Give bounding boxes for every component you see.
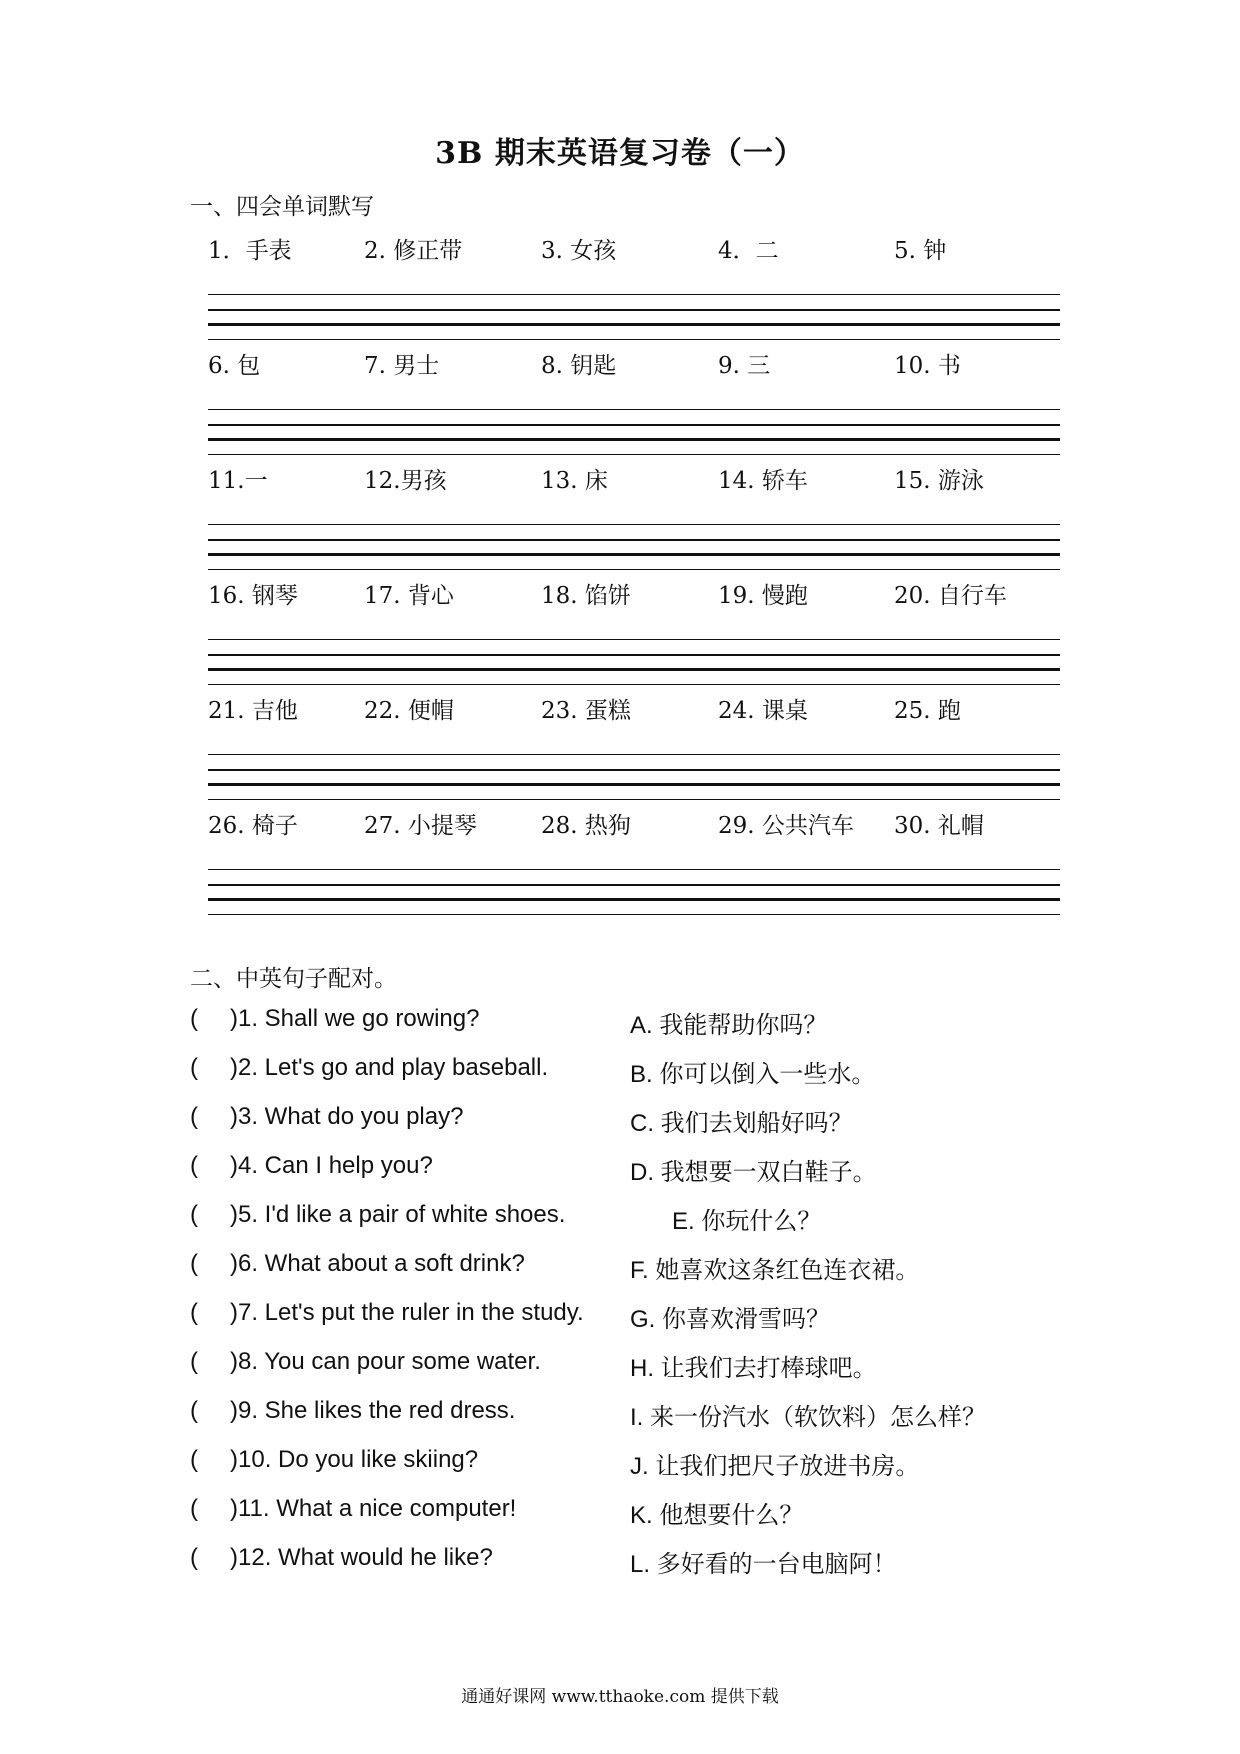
chinese-sentence: C. 我们去划船好吗？ <box>630 1110 853 1137</box>
word-prompt: 11.一 <box>208 468 268 494</box>
word-row <box>208 692 1060 807</box>
word-prompt: 7. 男士 <box>364 353 440 379</box>
english-sentence: )6. What about a soft drink? <box>230 1250 525 1277</box>
answer-blank[interactable]: ( <box>190 1495 198 1522</box>
answer-blank[interactable]: ( <box>190 1397 198 1424</box>
chinese-sentence: F. 她喜欢这条红色连衣裙。 <box>630 1257 920 1284</box>
word-prompt: 29. 公共汽车 <box>718 813 854 839</box>
writing-line <box>208 424 1060 426</box>
word-prompt: 5. 钟 <box>894 238 947 264</box>
writing-line <box>208 309 1060 311</box>
writing-line <box>208 684 1060 685</box>
writing-line <box>208 884 1060 886</box>
word-row <box>208 232 1060 347</box>
english-sentence: )9. She likes the red dress. <box>230 1397 516 1424</box>
answer-blank[interactable]: ( <box>190 1544 198 1571</box>
match-item <box>190 1103 1070 1152</box>
word-prompt: 10. 书 <box>894 353 961 379</box>
writing-line <box>208 569 1060 570</box>
writing-line <box>208 783 1060 786</box>
chinese-sentence: K. 他想要什么？ <box>630 1502 804 1529</box>
word-prompt: 8. 钥匙 <box>541 353 617 379</box>
word-prompt: 2. 修正带 <box>364 238 463 264</box>
english-sentence: )8. You can pour some water. <box>230 1348 541 1375</box>
word-row <box>208 347 1060 462</box>
chinese-sentence: A. 我能帮助你吗？ <box>630 1012 828 1039</box>
word-prompt: 17. 背心 <box>364 583 454 609</box>
writing-line <box>208 454 1060 455</box>
word-prompt: 19. 慢跑 <box>718 583 808 609</box>
answer-blank[interactable]: ( <box>190 1250 198 1277</box>
writing-line <box>208 323 1060 326</box>
match-item <box>190 1495 1070 1544</box>
match-item <box>190 1054 1070 1103</box>
word-prompt: 23. 蛋糕 <box>541 698 631 724</box>
footer-credit: 通通好课网 www.tthaoke.com 提供下载 <box>461 1687 779 1707</box>
writing-line <box>208 524 1060 525</box>
section-1-heading: 一、四会单词默写 <box>190 194 374 220</box>
writing-line <box>208 914 1060 915</box>
word-dictation-grid <box>208 232 1060 922</box>
match-item <box>190 1299 1070 1348</box>
word-prompt: 13. 床 <box>541 468 608 494</box>
match-item <box>190 1544 1070 1593</box>
answer-blank[interactable]: ( <box>190 1103 198 1130</box>
writing-line <box>208 869 1060 870</box>
word-prompt: 27. 小提琴 <box>364 813 477 839</box>
chinese-sentence: B. 你可以倒入一些水。 <box>630 1061 876 1088</box>
page-title: 3B 期末英语复习卷（一） <box>435 136 805 171</box>
writing-line <box>208 898 1060 901</box>
word-prompt: 20. 自行车 <box>894 583 1007 609</box>
writing-line <box>208 754 1060 755</box>
english-sentence: )5. I'd like a pair of white shoes. <box>230 1201 566 1228</box>
word-prompt: 21. 吉他 <box>208 698 298 724</box>
chinese-sentence: E. 你玩什么？ <box>672 1208 822 1235</box>
writing-line <box>208 553 1060 556</box>
chinese-sentence: I. 来一份汽水（软饮料）怎么样？ <box>630 1404 987 1431</box>
writing-line <box>208 294 1060 295</box>
word-prompt: 9. 三 <box>718 353 771 379</box>
word-prompt: 26. 椅子 <box>208 813 298 839</box>
word-prompt: 24. 课桌 <box>718 698 808 724</box>
chinese-sentence: L. 多好看的一台电脑阿！ <box>630 1551 897 1578</box>
writing-line <box>208 639 1060 640</box>
writing-line <box>208 339 1060 340</box>
word-row <box>208 807 1060 922</box>
match-item <box>190 1397 1070 1446</box>
match-item <box>190 1005 1070 1054</box>
word-prompt: 18. 馅饼 <box>541 583 631 609</box>
word-prompt: 15. 游泳 <box>894 468 984 494</box>
chinese-sentence: J. 让我们把尺子放进书房。 <box>630 1453 920 1480</box>
writing-line <box>208 769 1060 771</box>
writing-line <box>208 654 1060 656</box>
word-prompt: 30. 礼帽 <box>894 813 984 839</box>
english-sentence: )4. Can I help you? <box>230 1152 433 1179</box>
word-prompt: 4．二 <box>718 238 779 264</box>
answer-blank[interactable]: ( <box>190 1348 198 1375</box>
writing-line <box>208 539 1060 541</box>
sentence-matching-list <box>190 1005 1070 1593</box>
word-prompt: 3. 女孩 <box>541 238 617 264</box>
english-sentence: )1. Shall we go rowing? <box>230 1005 480 1032</box>
match-item <box>190 1152 1070 1201</box>
english-sentence: )7. Let's put the ruler in the study. <box>230 1299 584 1326</box>
section-2-heading: 二、中英句子配对。 <box>190 966 397 992</box>
match-item <box>190 1201 1070 1250</box>
match-item <box>190 1250 1070 1299</box>
english-sentence: )3. What do you play? <box>230 1103 464 1130</box>
word-prompt: 22. 便帽 <box>364 698 454 724</box>
word-prompt: 14. 轿车 <box>718 468 808 494</box>
answer-blank[interactable]: ( <box>190 1201 198 1228</box>
answer-blank[interactable]: ( <box>190 1152 198 1179</box>
word-prompt: 28. 热狗 <box>541 813 631 839</box>
match-item <box>190 1446 1070 1495</box>
word-prompt: 12.男孩 <box>364 468 447 494</box>
answer-blank[interactable]: ( <box>190 1446 198 1473</box>
writing-line <box>208 409 1060 410</box>
word-prompt: 6. 包 <box>208 353 261 379</box>
word-row <box>208 577 1060 692</box>
chinese-sentence: H. 让我们去打棒球吧。 <box>630 1355 877 1382</box>
answer-blank[interactable]: ( <box>190 1005 198 1032</box>
english-sentence: )11. What a nice computer! <box>230 1495 517 1522</box>
english-sentence: )2. Let's go and play baseball. <box>230 1054 549 1081</box>
word-prompt: 16. 钢琴 <box>208 583 298 609</box>
chinese-sentence: D. 我想要一双白鞋子。 <box>630 1159 877 1186</box>
answer-blank[interactable]: ( <box>190 1299 198 1326</box>
writing-line <box>208 438 1060 441</box>
writing-line <box>208 799 1060 800</box>
word-row <box>208 462 1060 577</box>
word-prompt: 25. 跑 <box>894 698 961 724</box>
writing-line <box>208 668 1060 671</box>
answer-blank[interactable]: ( <box>190 1054 198 1081</box>
english-sentence: )12. What would he like? <box>230 1544 493 1571</box>
chinese-sentence: G. 你喜欢滑雪吗？ <box>630 1306 831 1333</box>
word-prompt: 1．手表 <box>208 238 292 264</box>
english-sentence: )10. Do you like skiing? <box>230 1446 479 1473</box>
match-item <box>190 1348 1070 1397</box>
